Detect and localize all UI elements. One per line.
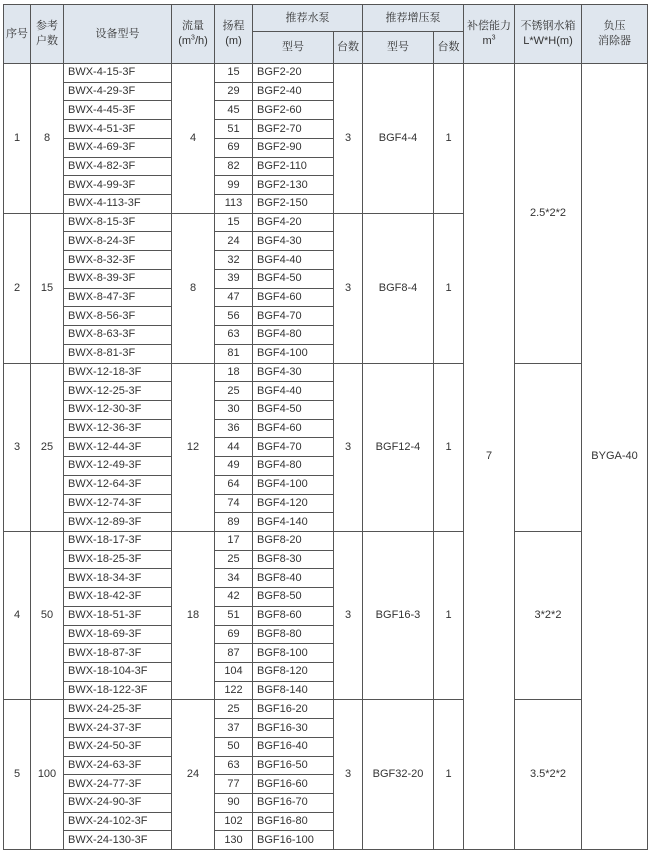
head-cell: 34 (215, 569, 253, 588)
head-cell: 82 (215, 157, 253, 176)
households-cell: 8 (31, 64, 64, 214)
head-cell: 25 (215, 700, 253, 719)
head-cell: 42 (215, 588, 253, 607)
model-cell: BWX-12-18-3F (64, 363, 172, 382)
header-booster-count: 台数 (434, 32, 464, 64)
head-cell: 51 (215, 606, 253, 625)
seq-cell: 2 (4, 213, 31, 363)
head-cell: 122 (215, 681, 253, 700)
model-cell: BWX-4-99-3F (64, 176, 172, 195)
head-cell: 45 (215, 101, 253, 120)
model-cell: BWX-12-89-3F (64, 513, 172, 532)
pump-model-cell: BGF8-20 (253, 531, 334, 550)
pump-model-cell: BGF2-150 (253, 195, 334, 214)
table-row (4, 64, 648, 83)
model-cell: BWX-24-25-3F (64, 700, 172, 719)
tank-cell: 2.5*2*2 (515, 64, 582, 364)
booster-count-cell: 1 (434, 213, 464, 363)
model-cell: BWX-8-24-3F (64, 232, 172, 251)
head-cell: 113 (215, 195, 253, 214)
head-cell: 81 (215, 344, 253, 363)
pump-count-cell: 3 (334, 700, 363, 850)
seq-cell: 4 (4, 531, 31, 699)
table-header (4, 5, 648, 64)
model-cell: BWX-18-104-3F (64, 663, 172, 682)
model-cell: BWX-18-34-3F (64, 569, 172, 588)
pump-model-cell: BGF2-60 (253, 101, 334, 120)
model-cell: BWX-18-17-3F (64, 531, 172, 550)
booster-model-cell: BGF32-20 (363, 700, 434, 850)
model-cell: BWX-12-74-3F (64, 494, 172, 513)
pump-model-cell: BGF4-120 (253, 494, 334, 513)
pump-count-cell: 3 (334, 531, 363, 699)
booster-model-cell: BGF4-4 (363, 64, 434, 214)
pump-model-cell: BGF16-80 (253, 812, 334, 831)
households-cell: 15 (31, 213, 64, 363)
pump-model-cell: BGF16-60 (253, 775, 334, 794)
model-cell: BWX-24-90-3F (64, 794, 172, 813)
header-compensation: 补偿能力 $m^3$ (464, 5, 515, 64)
seq-cell: 3 (4, 363, 31, 531)
pump-model-cell: BGF16-50 (253, 756, 334, 775)
head-cell: 25 (215, 382, 253, 401)
pump-model-cell: BGF4-140 (253, 513, 334, 532)
eliminator-cell: BYGA-40 (582, 64, 648, 850)
households-cell: 50 (31, 531, 64, 699)
pump-model-cell: BGF4-60 (253, 288, 334, 307)
model-cell: BWX-12-30-3F (64, 400, 172, 419)
model-cell: BWX-12-49-3F (64, 457, 172, 476)
model-cell: BWX-24-130-3F (64, 831, 172, 850)
pump-model-cell: BGF4-80 (253, 457, 334, 476)
header-head: 扬程 (m) (215, 5, 253, 64)
model-cell: BWX-8-39-3F (64, 269, 172, 288)
pump-model-cell: BGF16-70 (253, 794, 334, 813)
model-cell: BWX-24-77-3F (64, 775, 172, 794)
pump-model-cell: BGF16-20 (253, 700, 334, 719)
head-cell: 25 (215, 550, 253, 569)
pump-model-cell: BGF8-30 (253, 550, 334, 569)
head-cell: 36 (215, 419, 253, 438)
model-cell: BWX-4-69-3F (64, 138, 172, 157)
flow-cell: 18 (172, 531, 215, 699)
head-cell: 63 (215, 756, 253, 775)
model-cell: BWX-4-45-3F (64, 101, 172, 120)
seq-cell: 1 (4, 64, 31, 214)
households-cell: 25 (31, 363, 64, 531)
pump-model-cell: BGF4-70 (253, 438, 334, 457)
head-cell: 15 (215, 64, 253, 83)
pump-model-cell: BGF2-90 (253, 138, 334, 157)
model-cell: BWX-24-50-3F (64, 737, 172, 756)
pump-count-cell: 3 (334, 363, 363, 531)
flow-cell: 24 (172, 700, 215, 850)
head-cell: 90 (215, 794, 253, 813)
model-cell: BWX-8-47-3F (64, 288, 172, 307)
header-pump-group: 推荐水泵 (253, 5, 363, 32)
pump-model-cell: BGF4-40 (253, 382, 334, 401)
pump-model-cell: BGF8-60 (253, 606, 334, 625)
head-cell: 37 (215, 719, 253, 738)
header-booster-group: 推荐增压泵 (363, 5, 464, 32)
header-flow: 流量 $(m^3/h)$ (172, 5, 215, 64)
head-cell: 39 (215, 269, 253, 288)
header-eliminator: 负压 消除器 (582, 5, 648, 64)
pump-model-cell: BGF8-80 (253, 625, 334, 644)
model-cell: BWX-8-63-3F (64, 326, 172, 345)
pump-model-cell: BGF8-100 (253, 644, 334, 663)
pump-model-cell: BGF4-50 (253, 269, 334, 288)
head-cell: 30 (215, 400, 253, 419)
booster-count-cell: 1 (434, 363, 464, 531)
model-cell: BWX-4-113-3F (64, 195, 172, 214)
booster-model-cell: BGF16-3 (363, 531, 434, 699)
header-pump-count: 台数 (334, 32, 363, 64)
pump-model-cell: BGF4-100 (253, 344, 334, 363)
model-cell: BWX-18-87-3F (64, 644, 172, 663)
model-cell: BWX-8-15-3F (64, 213, 172, 232)
head-cell: 130 (215, 831, 253, 850)
model-cell: BWX-18-42-3F (64, 588, 172, 607)
pump-model-cell: BGF8-40 (253, 569, 334, 588)
pump-model-cell: BGF4-40 (253, 251, 334, 270)
head-cell: 63 (215, 326, 253, 345)
head-cell: 51 (215, 120, 253, 139)
pump-model-cell: BGF2-20 (253, 64, 334, 83)
head-cell: 87 (215, 644, 253, 663)
header-seq: 序号 (4, 5, 31, 64)
model-cell: BWX-18-122-3F (64, 681, 172, 700)
tank-cell: 3.5*2*2 (515, 700, 582, 850)
pump-count-cell: 3 (334, 64, 363, 214)
booster-count-cell: 1 (434, 531, 464, 699)
pump-model-cell: BGF16-40 (253, 737, 334, 756)
header-households: 参考 户数 (31, 5, 64, 64)
head-cell: 50 (215, 737, 253, 756)
pump-spec-table (3, 4, 648, 850)
model-cell: BWX-12-25-3F (64, 382, 172, 401)
model-cell: BWX-4-82-3F (64, 157, 172, 176)
head-cell: 56 (215, 307, 253, 326)
table-body (4, 64, 648, 850)
head-cell: 49 (215, 457, 253, 476)
head-cell: 69 (215, 625, 253, 644)
head-cell: 24 (215, 232, 253, 251)
model-cell: BWX-24-37-3F (64, 719, 172, 738)
head-cell: 74 (215, 494, 253, 513)
pump-model-cell: BGF4-60 (253, 419, 334, 438)
pump-model-cell: BGF2-70 (253, 120, 334, 139)
table-row (4, 363, 648, 382)
flow-cell: 12 (172, 363, 215, 531)
head-cell: 18 (215, 363, 253, 382)
header-booster-model: 型号 (363, 32, 434, 64)
header-pump-model: 型号 (253, 32, 334, 64)
model-cell: BWX-24-102-3F (64, 812, 172, 831)
table-row (4, 531, 648, 550)
pump-model-cell: BGF16-30 (253, 719, 334, 738)
head-cell: 69 (215, 138, 253, 157)
households-cell: 100 (31, 700, 64, 850)
booster-count-cell: 1 (434, 64, 464, 214)
head-cell: 99 (215, 176, 253, 195)
head-cell: 29 (215, 82, 253, 101)
pump-model-cell: BGF2-40 (253, 82, 334, 101)
seq-cell: 5 (4, 700, 31, 850)
pump-model-cell: BGF16-100 (253, 831, 334, 850)
tank-cell (515, 363, 582, 531)
pump-model-cell: BGF2-110 (253, 157, 334, 176)
pump-model-cell: BGF4-30 (253, 363, 334, 382)
head-cell: 104 (215, 663, 253, 682)
pump-model-cell: BGF4-100 (253, 475, 334, 494)
head-cell: 64 (215, 475, 253, 494)
model-cell: BWX-18-69-3F (64, 625, 172, 644)
model-cell: BWX-24-63-3F (64, 756, 172, 775)
head-cell: 44 (215, 438, 253, 457)
table-row (4, 700, 648, 719)
head-cell: 17 (215, 531, 253, 550)
model-cell: BWX-18-51-3F (64, 606, 172, 625)
pump-model-cell: BGF4-50 (253, 400, 334, 419)
model-cell: BWX-4-51-3F (64, 120, 172, 139)
pump-model-cell: BGF4-70 (253, 307, 334, 326)
model-cell: BWX-8-56-3F (64, 307, 172, 326)
pump-model-cell: BGF8-50 (253, 588, 334, 607)
flow-cell: 4 (172, 64, 215, 214)
model-cell: BWX-12-36-3F (64, 419, 172, 438)
header-model: 设备型号 (64, 5, 172, 64)
model-cell: BWX-8-81-3F (64, 344, 172, 363)
head-cell: 89 (215, 513, 253, 532)
booster-count-cell: 1 (434, 700, 464, 850)
model-cell: BWX-12-64-3F (64, 475, 172, 494)
booster-model-cell: BGF8-4 (363, 213, 434, 363)
pump-model-cell: BGF2-130 (253, 176, 334, 195)
model-cell: BWX-4-29-3F (64, 82, 172, 101)
pump-model-cell: BGF4-80 (253, 326, 334, 345)
header-tank: 不锈钢水箱 L*W*H(m) (515, 5, 582, 64)
booster-model-cell: BGF12-4 (363, 363, 434, 531)
tank-cell: 3*2*2 (515, 531, 582, 699)
head-cell: 15 (215, 213, 253, 232)
head-cell: 102 (215, 812, 253, 831)
pump-model-cell: BGF8-140 (253, 681, 334, 700)
model-cell: BWX-18-25-3F (64, 550, 172, 569)
model-cell: BWX-4-15-3F (64, 64, 172, 83)
model-cell: BWX-8-32-3F (64, 251, 172, 270)
flow-cell: 8 (172, 213, 215, 363)
pump-model-cell: BGF4-20 (253, 213, 334, 232)
head-cell: 47 (215, 288, 253, 307)
pump-model-cell: BGF4-30 (253, 232, 334, 251)
model-cell: BWX-12-44-3F (64, 438, 172, 457)
pump-model-cell: BGF8-120 (253, 663, 334, 682)
pump-count-cell: 3 (334, 213, 363, 363)
head-cell: 77 (215, 775, 253, 794)
head-cell: 32 (215, 251, 253, 270)
compensation-cell: 7 (464, 64, 515, 850)
